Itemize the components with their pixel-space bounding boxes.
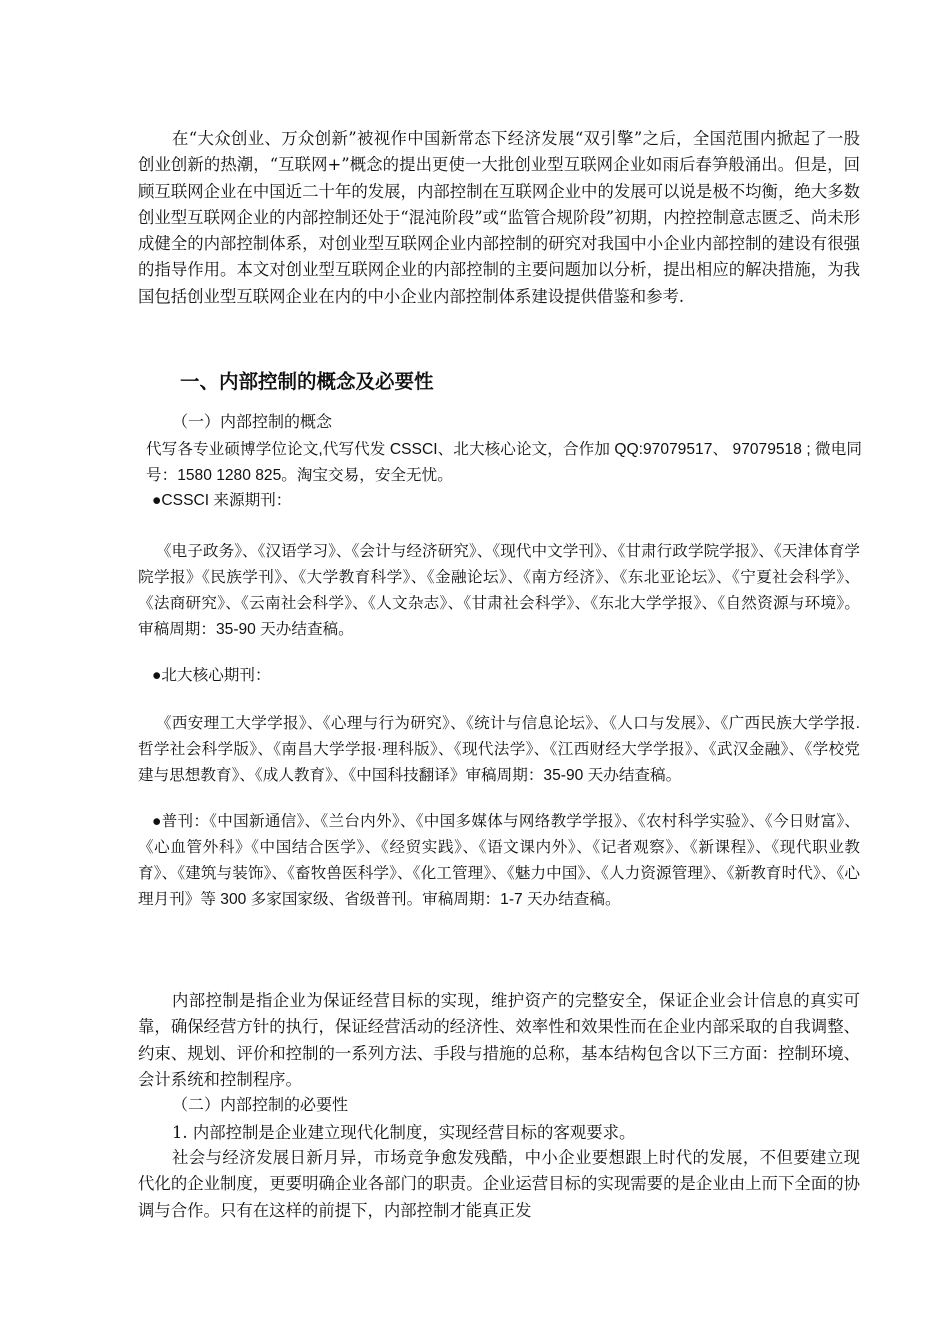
point-1-paragraph: 社会与经济发展日新月异，市场竞争愈发残酷，中小企业要想跟上时代的发展，不但要建立现代化的企业制度，更要明确企业各部门的职责。企业运营目标的实现需要的是企业由上而下全面的协调与合作。只有在这样的前提下，内部控制才能真正发 (138, 1148, 860, 1220)
ad-paragraph: 代写各专业硕博学位论文,代写代发 CSSCI、北大核心论文，合作加 QQ:97079517、 97079518 ; 微电同号：1580 1280 825。淘宝交易，安全无忧。 (146, 441, 862, 484)
subsection-heading-necessity: （二）内部控制的必要性 (172, 1095, 349, 1114)
point-1-heading: 1. 内部控制是企业建立现代化制度，实现经营目标的客观要求。 (172, 1123, 636, 1142)
intro-paragraph: 在“大众创业、万众创新”被视作中国新常态下经济发展“双引擎”之后，全国范围内掀起了一股创业创新的热潮，“互联网+”概念的提出更使一大批创业型互联网企业如雨后春笋般涌出。但是，回顾互联网企业在中国近二十年的发展，内部控制在互联网企业中的发展可以说是极不均衡，绝大多数创业型互联网企业的内部控制还处于“混沌阶段”或“监管合规阶段”初期，内控控制意志匮乏、尚未形成健全的内部控制体系，对创业型互联网企业内部控制的研究对我国中小企业内部控制的建设有很强的指导作用。本文对创业型互联网企业的内部控制的主要问题加以分析，提出相应的解决措施，为我国包括创业型互联网企业在内的中小企业内部控制体系建设提供借鉴和参考. (138, 129, 860, 306)
subsection-heading-concept: （一）内部控制的概念 (172, 412, 333, 431)
general-journal-list: ●普刊：《中国新通信》、《兰台内外》、《中国多媒体与网络教学学报》、《农村科学实验》、《今日财富》、《心血管外科》《中国结合医学》、《经贸实践》、《语文课内外》、《记者观察》、《新课程》、《现代职业教育》、《建筑与装饰》、《畜牧兽医科学》、《化工管理》、《魅力中国》、《人力资源管理》、《新教育时代》、《心理月刊》等 300 多家国家级、省级普刊。审稿周期：1-7 天办结查稿。 (138, 813, 860, 908)
definition-paragraph: 内部控制是指企业为保证经营目标的实现，维护资产的完整安全，保证企业会计信息的真实可靠，确保经营方针的执行，保证经营活动的经济性、效率性和效果性而在企业内部采取的自我调整、约束、规划、评价和控制的一系列方法、手段与措施的总称，基本结构包含以下三方面：控制环境、会计系统和控制程序。 (138, 991, 860, 1089)
pku-core-journal-list: 《西安理工大学学报》、《心理与行为研究》、《统计与信息论坛》、《人口与发展》、《广西民族大学学报.哲学社会科学版》、《南昌大学学报·理科版》、《现代法学》、《江西财经大学学报》、《武汉金融》、《学校党建与思想教育》、《成人教育》、《中国科技翻译》审稿周期：35-90 天办结查稿。 (138, 715, 860, 784)
cssci-label: ●CSSCI 来源期刊： (152, 492, 292, 509)
section-heading-concept-necessity: 一、内部控制的概念及必要性 (180, 370, 434, 393)
cssci-journal-list: 《电子政务》、《汉语学习》、《会计与经济研究》、《现代中文学刊》、《甘肃行政学院学报》、《天津体育学院学报》《民族学刊》、《大学教育科学》、《金融论坛》、《南方经济》、《东北亚论坛》、《宁夏社会科学》、《法商研究》、《云南社会科学》、《人文杂志》、《甘肃社会科学》、《东北大学学报》、《自然资源与环境》。审稿周期：35-90 天办结查稿。 (138, 543, 860, 638)
pku-core-label: ●北大核心期刊： (152, 667, 271, 684)
